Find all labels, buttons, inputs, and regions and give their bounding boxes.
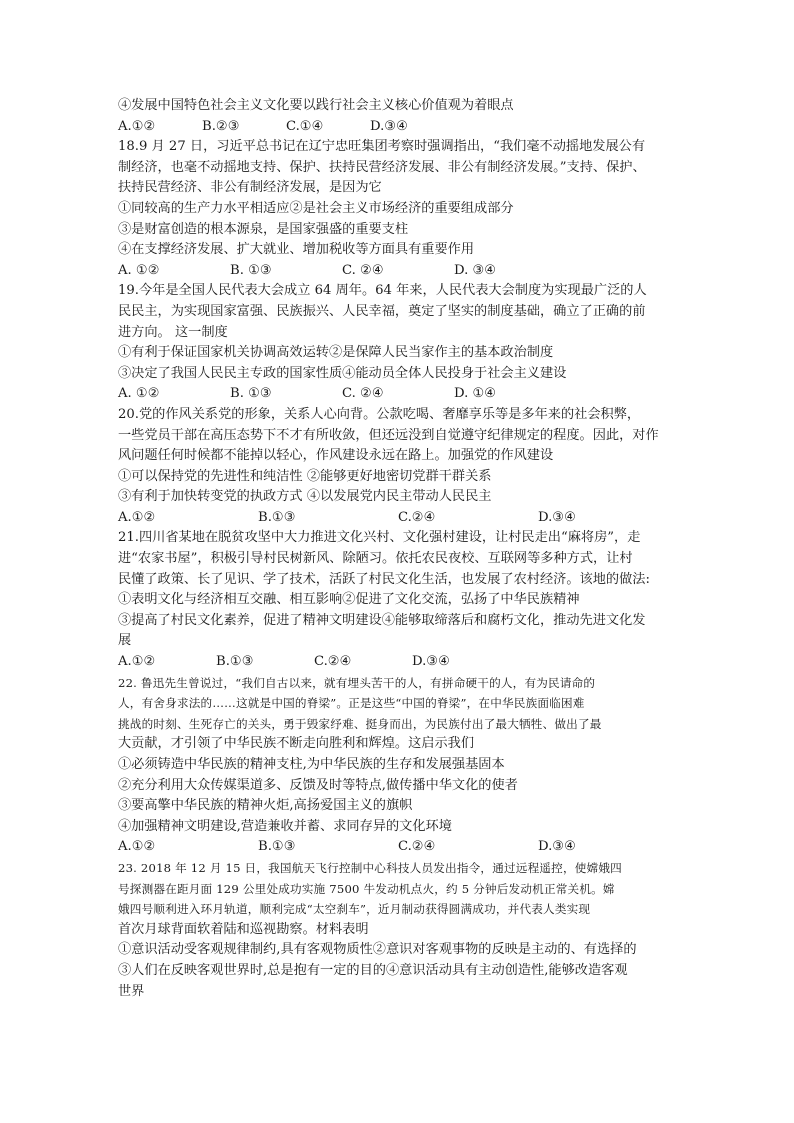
q22-item-3: ③要高擎中华民族的精神火炬,高扬爱国主义的旗帜 [118,798,413,814]
q19-stem-line-2: 民民主，为实现国家富强、民族振兴、人民幸福，奠定了坚实的制度基础，确立了正确的前 [118,303,646,319]
q17-option-d[interactable]: D.③④ [370,118,408,134]
q18-stem-line-1: 18.9 月 27 日，习近平总书记在辽宁忠旺集团考察时强调指出，“我们毫不动摇地发展公有 [118,139,646,155]
q23-stem-line-4: 首次月球背面软着陆和巡视勘察。材料表明 [118,921,369,937]
exam-page [118,96,678,1002]
q22-option-c[interactable]: C.②④ [398,839,436,855]
q21-item-1-2: ①表明文化与经济相互交融、相互影响②促进了文化交流，弘扬了中华民族精神 [118,592,580,608]
q20-item-3-4: ③有利于加快转变党的执政方式 ④以发展党内民主带动人民民主 [118,489,492,505]
q20-option-c[interactable]: C.②④ [398,509,436,525]
q22-option-d[interactable]: D.③④ [538,839,576,855]
q23-stem-line-2: 号探测器在距月面 129 公里处成功实施 7500 牛发动机点火，约 5 分钟后发动机正常关机。嫦 [118,881,615,896]
q21-option-c[interactable]: C.②④ [314,654,352,670]
q21-stem-line-2: 进“农家书屋”，积极引导村民树新风、除陋习。依托农民夜校、互联网等多种方式，让村 [118,551,633,567]
q22-item-4: ④加强精神文明建设,营造兼收并蓄、求同存异的文化环境 [118,818,452,834]
q17-item-4: ④发展中国特色社会主义文化要以践行社会主义核心价值观为着眼点 [118,98,514,113]
q19-stem-line-1: 19.今年是全国人民代表大会成立 64 周年。64 年来，人民代表大会制度为实现最广泛的人 [118,283,647,299]
q20-options [118,508,678,529]
q23-item-3-4: ③人们在反映客观世界时,总是抱有一定的目的④意识活动具有主动创造性,能够改造客观 [118,962,628,978]
q22-options [118,837,678,858]
q23-stem-line-3: 娥四号顺利进入环月轨道，顺利完成“太空刹车”，近月制动获得圆满成功，并代表人类实现 [118,902,591,917]
q20-option-d[interactable]: D.③④ [538,509,576,525]
q21-stem-line-1: 21.四川省某地在脱贫攻坚中大力推进文化兴村、文化强村建设，让村民走出“麻将房”，走 [118,530,641,546]
q19-option-d[interactable]: D. ①④ [454,386,497,402]
q18-stem-line-3: 扶持民营经济、非公有制经济发展，是因为它 [118,180,382,196]
q22-item-1: ①必须铸造中华民族的精神支柱,为中华民族的生存和发展强基固本 [118,757,505,772]
q18-option-d[interactable]: D. ③④ [454,262,497,278]
q21-option-a[interactable]: A.①② [118,654,156,670]
q20-item-1-2: ①可以保持党的先进性和纯洁性 ②能够更好地密切党群干群关系 [118,468,492,484]
q19-option-b[interactable]: B. ①③ [230,386,272,402]
q18-item-4: ④在支撑经济发展、扩大就业、增加税收等方面具有重要作用 [118,242,475,258]
q20-stem-line-2: 一些党员干部在高压态势下不才有所收敛，但还远没到自觉遵守纪律规定的程度。因此，对作 [118,427,659,443]
q21-stem-line-3: 民懂了政策、长了见识、学了技术，活跃了村民文化生活，也发展了农村经济。该地的做法: [118,571,650,587]
q17-option-a[interactable]: A.①② [118,118,156,134]
q20-stem-line-1: 20.党的作风关系党的形象，关系人心向背。公款吃喝、奢靡享乐等是多年来的社会积弊， [118,406,641,422]
q17-options [118,117,678,138]
q19-option-c[interactable]: C. ②④ [342,386,384,402]
q23-stem-line-1: 23. 2018 年 12 月 15 日，我国航天飞行控制中心科技人员发出指令，通过远程遥控，使嫦娥四 [118,860,622,875]
q21-option-b[interactable]: B.①③ [216,654,254,670]
q20-stem-line-3: 风问题任何时候都不能掉以轻心，作风建设永远在路上。加强党的作风建设 [118,448,554,464]
q19-item-1-2: ①有利于保证国家机关协调高效运转②是保障人民当家作主的基本政治制度 [118,345,554,361]
q21-item-4-cont: 展 [118,633,132,649]
q17-option-b[interactable]: B.②③ [202,118,240,134]
q19-options [118,384,678,405]
q22-stem-line-2: 人，有舍身求法的……这就是中国的脊梁”。正是这些“中国的脊梁”，在中华民族面临困难 [118,696,585,711]
q22-stem-line-3: 挑战的时刻、生死存亡的关头，勇于毁家纾难、挺身而出，为民族付出了最大牺牲、做出了最 [118,716,602,731]
q22-option-b[interactable]: B.①③ [258,839,296,855]
q18-option-b[interactable]: B. ①③ [230,262,272,278]
q19-option-a[interactable]: A. ①② [118,386,160,402]
q22-option-a[interactable]: A.①② [118,839,156,855]
q21-options [118,652,678,673]
q21-item-3-4: ③提高了村民文化素养，促进了精神文明建设④能够取缔落后和腐朽文化，推动先进文化发 [118,612,646,628]
q20-option-b[interactable]: B.①③ [258,509,296,525]
q21-option-d[interactable]: D.③④ [412,654,450,670]
q23-item-1-2: ①意识活动受客观规律制约,具有客观物质性②意识对客观事物的反映是主动的、有选择的 [118,942,637,958]
q18-item-1-2: ①同较高的生产力水平相适应②是社会主义市场经济的重要组成部分 [118,200,514,216]
q19-stem-line-3: 进方向。 这一制度 [118,324,228,340]
q18-stem-line-2: 制经济，也毫不动摇地支持、保护、扶持民营经济发展、非公有制经济发展。”支持、保护、 [118,159,646,175]
q22-item-2: ②充分利用大众传媒渠道多、反馈及时等特点,做传播中华文化的使者 [118,777,518,793]
q20-option-a[interactable]: A.①② [118,509,156,525]
q22-stem-line-4: 大贡献，才引领了中华民族不断走向胜利和辉煌。这启示我们 [118,736,475,752]
q18-option-a[interactable]: A. ①② [118,262,160,278]
q18-item-3: ③是财富创造的根本源泉，是国家强盛的重要支柱 [118,221,409,237]
q18-option-c[interactable]: C. ②④ [342,262,384,278]
q23-item-4-cont: 世界 [118,983,145,999]
q18-options [118,261,678,282]
q17-option-c[interactable]: C.①④ [286,118,324,134]
q19-item-3-4: ③决定了我国人民民主专政的国家性质④能动员全体人民投身于社会主义建设 [118,365,567,381]
q22-stem-line-1: 22. 鲁迅先生曾说过，“我们自古以来，就有埋头苦干的人，有拼命硬干的人，有为民请命的 [118,675,596,690]
